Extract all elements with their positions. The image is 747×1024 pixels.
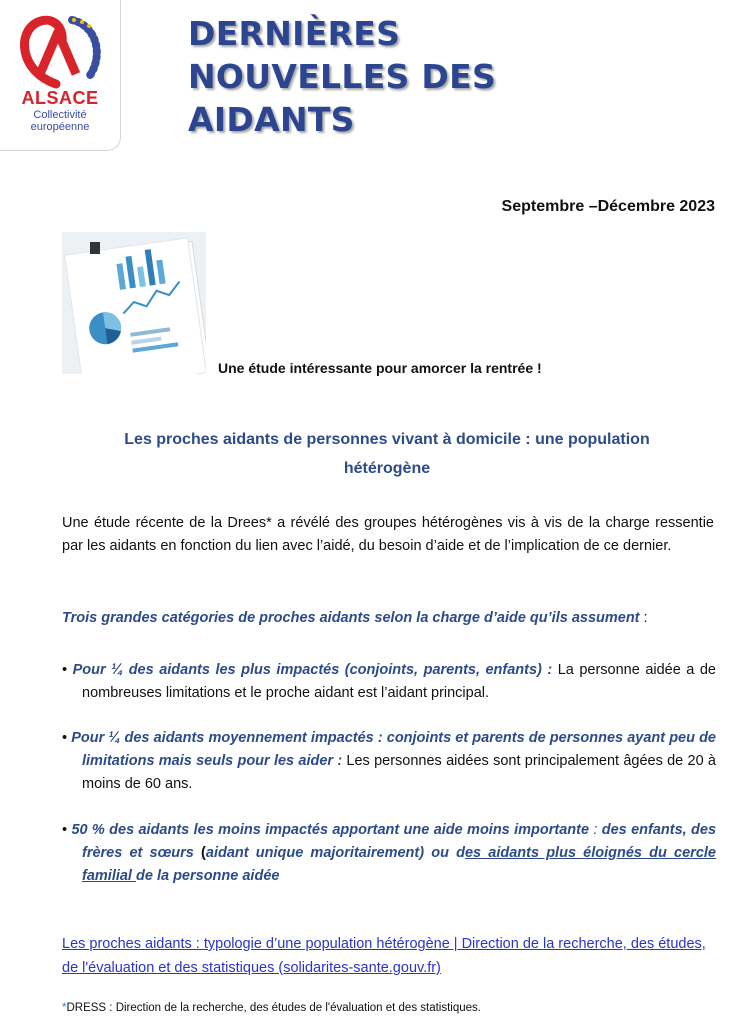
logo-subtitle-line1: Collectivité xyxy=(33,109,87,121)
categories-heading-text: Trois grandes catégories de proches aidants selon la charge d’aide qu’ils assument xyxy=(62,610,640,626)
source-link[interactable]: Les proches aidants : typologie d’une population hétérogène | Direction de la recherche, des études, de l'évaluation et des statistiques (solidarites-sante.gouv.fr) xyxy=(62,936,706,976)
category-bullet-3 xyxy=(62,819,716,888)
article-title-line-2: hétérogène xyxy=(343,460,431,477)
category-bullet-2 xyxy=(62,727,716,796)
newsletter-title xyxy=(188,12,496,141)
category-bullet-1 xyxy=(62,659,716,705)
bullet-3-heading: 50 % des aidants les moins impactés apportant une aide moins importante xyxy=(71,822,590,838)
alsace-logo xyxy=(0,0,121,151)
bullet-3-colon: : xyxy=(589,822,602,838)
footnote-text: DRESS : Direction de la recherche, des études de l'évaluation et des statistiques. xyxy=(66,1002,481,1014)
title-line-2: NOUVELLES DES xyxy=(188,57,497,96)
bullet-3-part2: des enfants, des frères et sœurs xyxy=(82,822,717,861)
bullet-dot: • xyxy=(62,662,73,678)
bullet-2-heading: Pour ¼ des aidants moyennement impactés : conjoints et parents de personnes ayant peu de limitations mais seuls pour les aider : xyxy=(71,730,716,769)
article-title xyxy=(62,425,712,483)
charts-photo xyxy=(62,232,206,374)
bullet-dot: • xyxy=(62,822,72,838)
charts-illustration xyxy=(62,232,206,374)
footnote-star: * xyxy=(62,1002,67,1014)
title-line-3: AIDANTS xyxy=(188,100,355,139)
logo-wordmark: ALSACE xyxy=(21,88,99,108)
article-title-line-1: Les proches aidants de personnes vivant à domicile : une population xyxy=(124,431,650,448)
categories-heading xyxy=(62,610,648,626)
bullet-2-body: Les personnes aidées sont principalement âgées de 20 à moins de 60 ans. xyxy=(82,753,716,792)
intro-text: Une étude intéressante pour amorcer la rentrée ! xyxy=(218,360,542,376)
bullet-1-heading: Pour ¼ des aidants les plus impactés (conjoints, parents, enfants) : xyxy=(72,662,553,678)
bullet-dot: • xyxy=(62,730,72,746)
footnote xyxy=(62,1002,481,1014)
issue-date: Septembre –Décembre 2023 xyxy=(501,198,715,215)
bullet-1-body: La personne aidée a de nombreuses limitations et le proche aidant est l’aidant principal. xyxy=(82,662,716,701)
logo-subtitle-line2: européenne xyxy=(30,121,90,133)
bullet-3-part4: de la personne aidée xyxy=(136,868,280,884)
bullet-3-paren: ( xyxy=(201,845,206,861)
bullet-3-part3: aidant unique majoritairement) ou d xyxy=(205,845,465,861)
bullet-3-underlined: es aidants plus éloignés du cercle familial xyxy=(82,845,716,884)
alsace-logo-mark xyxy=(12,12,108,90)
intro-paragraph: Une étude récente de la Drees* a révélé des groupes hétérogènes vis à vis de la charge ressentie par les aidants en fonction du lien avec l’aidé, du besoin d’aide et de l’implication de ce dernier. xyxy=(62,515,714,554)
categories-heading-colon: : xyxy=(639,610,648,626)
title-line-1: DERNIÈRES xyxy=(188,14,401,53)
